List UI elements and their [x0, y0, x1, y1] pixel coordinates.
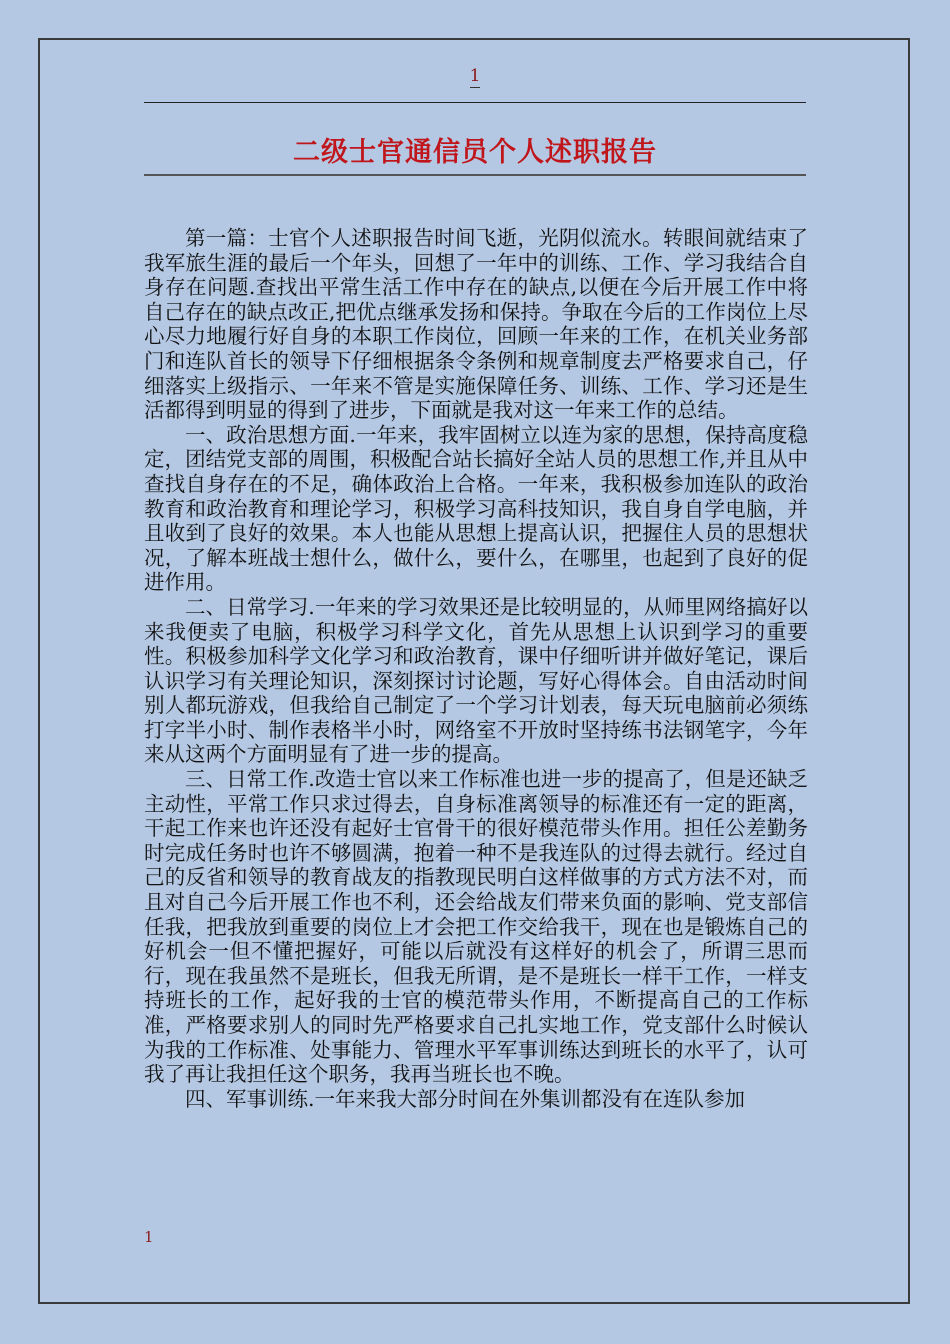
paragraph-intro: 第一篇：士官个人述职报告时间飞逝，光阴似流水。转眼间就结束了我军旅生涯的最后一个年头，回想了一年中的训练、工作、学习我结合自身存在问题.查找出平常生活工作中存在的缺点,以便在今后开展工作中将自己存在的缺点改正,把优点继承发扬和保持。争取在今后的工作岗位上尽心尽力地履行好自身的本职工作岗位，回顾一年来的工作，在机关业务部门和连队首长的领导下仔细根据条令条例和规章制度去严格要求自己，仔细落实上级指示、一年来不管是实施保障任务、训练、工作、学习还是生活都得到明显的得到了进步，下面就是我对这一年来工作的总结。 — [144, 226, 808, 423]
document-body — [144, 226, 808, 1111]
paragraph-political: 一、政治思想方面.一年来，我牢固树立以连为家的思想，保持高度稳定，团结党支部的周围，积极配合站长搞好全站人员的思想工作,并且从中查找自身存在的不足，确体政治上合格。一年来，我积极参加连队的政治教育和政治教育和理论学习，积极学习高科技知识，我自身自学电脑，并且收到了良好的效果。本人也能从思想上提高认识，把握住人员的思想状况，了解本班战士想什么，做什么，要什么，在哪里，也起到了良好的促进作用。 — [144, 422, 808, 595]
header-rule — [144, 102, 806, 103]
paragraph-study: 二、日常学习.一年来的学习效果还是比较明显的，从师里网络搞好以来我便卖了电脑，积极学习科学文化，首先从思想上认识到学习的重要性。积极参加科学文化学习和政治教育，课中仔细听讲并做好笔记，课后认识学习有关理论知识，深刻探讨讨论题，写好心得体会。自由活动时间别人都玩游戏，但我给自己制定了一个学习计划表，每天玩电脑前必须练打字半小时、制作表格半小时，网络室不开放时坚持练书法钢笔字，今年来从这两个方面明显有了进一步的提高。 — [144, 594, 808, 767]
document-title: 二级士官通信员个人述职报告 — [293, 137, 657, 168]
paragraph-training: 四、军事训练.一年来我大部分时间在外集训都没有在连队参加 — [185, 1086, 746, 1111]
footer-page-number: 1 — [144, 1228, 154, 1246]
header-page-number-text: 1 — [469, 66, 481, 86]
paragraph-work: 三、日常工作.改造士官以来工作标准也进一步的提高了，但是还缺乏主动性，平常工作只求过得去，自身标准离领导的标准还有一定的距离，干起工作来也许还没有起好士官骨干的很好模范带头作用。担任公差勤务时完成任务时也许不够圆满，抱着一种不是我连队的过得去就行。经过自己的反省和领导的教育战友的指教现民明白这样做事的方式方法不对，而且对自己今后开展工作也不利，还会给战友们带来负面的影响、党支部信任我，把我放到重要的岗位上才会把工作交给我干，现在也是锻炼自己的好机会一但不懂把握好，可能以后就没有这样好的机会了，所谓三思而行，现在我虽然不是班长，但我无所谓，是不是班长一样干工作，一样支持班长的工作，起好我的士官的模范带头作用，不断提高自己的工作标准，严格要求别人的同时先严格要求自己扎实地工作，党支部什么时候认为我的工作标准、处事能力、管理水平军事训练达到班长的水平了，认可我了再让我担任这个职务，我再当班长也不晚。 — [144, 767, 808, 1087]
title-rule — [144, 174, 806, 176]
header-page-number — [0, 66, 950, 86]
